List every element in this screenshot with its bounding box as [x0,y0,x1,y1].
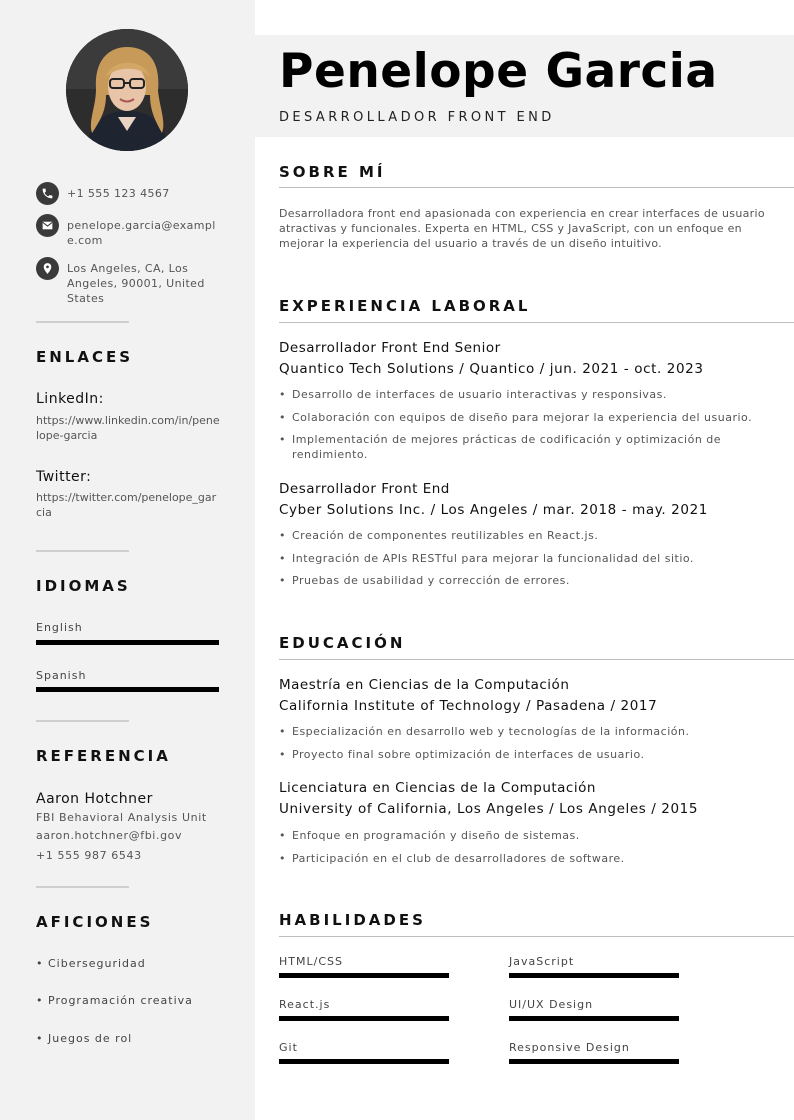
skill-label: Git [279,1041,298,1054]
divider [36,321,129,323]
hobby-label: Juegos de rol [48,1032,133,1045]
languages-heading: IDIOMAS [36,577,131,595]
phone-icon [36,182,59,205]
portrait-image [66,29,188,151]
contact-address [36,257,226,306]
education-bullets [279,724,779,769]
skill-bar [279,1016,449,1021]
experience-heading: EXPERIENCIA LABORAL [279,297,531,315]
experience-detail: Quantico Tech Solutions / Quantico / jun. 2021 - oct. 2023 [279,361,704,377]
about-text: Desarrolladora front end apasionada con experiencia en crear interfaces de usuario atractivas y funcionales. Experta en HTML, CSS y JavaScript, con un enfoque en mejorar la experiencia del usuario a través de un diseño intuitivo. [279,207,765,250]
reference-name: Aaron Hotchner [36,791,153,807]
section-rule [279,659,794,660]
contact-phone [36,182,226,205]
education-detail: University of California, Los Angeles / Los Angeles / 2015 [279,801,699,817]
candidate-name: Penelope Garcia [279,44,718,99]
email-text[interactable]: penelope.garcia@example.com [67,219,216,247]
address-text: Los Angeles, CA, Los Angeles, 90001, United States [67,262,205,305]
bullet-item: • Creación de componentes reutilizables en React.js. [279,528,779,543]
skill-label: UI/UX Design [509,998,594,1011]
hobbies-heading: AFICIONES [36,913,154,931]
skill-label: React.js [279,998,331,1011]
job-title: DESARROLLADOR FRONT END [279,110,555,125]
reference-phone: +1 555 987 6543 [36,849,142,862]
skill-bar [509,1059,679,1064]
about-heading: SOBRE MÍ [279,163,386,181]
language-spanish-label: Spanish [36,669,87,682]
language-english-label: English [36,621,83,634]
section-rule [279,936,794,937]
section-rule [279,322,794,323]
sidebar [0,0,255,1120]
bullet-item: • Participación en el club de desarrolladores de software. [279,851,779,866]
mail-icon [36,214,59,237]
education-heading: EDUCACIÓN [279,634,406,652]
location-pin-icon [36,257,59,280]
education-detail: California Institute of Technology / Pasadena / 2017 [279,698,658,714]
language-spanish-bar [36,687,219,692]
reference-heading: REFERENCIA [36,747,171,765]
experience-bullets [279,387,779,470]
divider [36,886,129,888]
bullet-item: • Proyecto final sobre optimización de interfaces de usuario. [279,747,779,762]
hobby-label: Programación creativa [48,994,193,1007]
skill-bar [279,1059,449,1064]
contact-email [36,214,226,248]
divider [36,720,129,722]
section-rule [279,187,794,188]
hobby-item: • Ciberseguridad [36,957,146,970]
skill-label: JavaScript [509,955,575,968]
skill-label: Responsive Design [509,1041,630,1054]
divider [36,550,129,552]
bullet-item: • Enfoque en programación y diseño de sistemas. [279,828,779,843]
bullet-item: • Desarrollo de interfaces de usuario interactivas y responsivas. [279,387,779,402]
reference-org: FBI Behavioral Analysis Unit [36,811,207,824]
skill-bar [509,1016,679,1021]
hobby-label: Ciberseguridad [48,957,146,970]
links-heading: ENLACES [36,348,134,366]
hobby-item: • Juegos de rol [36,1032,133,1045]
skill-bar [509,973,679,978]
skill-bar [279,973,449,978]
linkedin-url[interactable]: https://www.linkedin.com/in/penelope-garcia [36,414,220,442]
hobby-item: • Programación creativa [36,994,193,1007]
experience-role: Desarrollador Front End [279,481,450,497]
linkedin-label: LinkedIn: [36,391,104,407]
education-bullets [279,828,779,873]
twitter-url[interactable]: https://twitter.com/penelope_garcia [36,491,217,519]
bullet-item: • Integración de APIs RESTful para mejorar la funcionalidad del sitio. [279,551,779,566]
phone-text: +1 555 123 4567 [67,187,170,200]
language-english-bar [36,640,219,645]
experience-role: Desarrollador Front End Senior [279,340,501,356]
education-degree: Licenciatura en Ciencias de la Computación [279,780,596,796]
skills-heading: HABILIDADES [279,911,426,929]
bullet-item: • Pruebas de usabilidad y corrección de errores. [279,573,779,588]
skill-label: HTML/CSS [279,955,343,968]
experience-bullets [279,528,779,596]
experience-detail: Cyber Solutions Inc. / Los Angeles / mar. 2018 - may. 2021 [279,502,708,518]
profile-photo [66,29,188,151]
contact-list [36,182,226,315]
bullet-item: • Implementación de mejores prácticas de codificación y optimización de rendimiento. [279,432,779,462]
bullet-item: • Colaboración con equipos de diseño para mejorar la experiencia del usuario. [279,410,779,425]
education-degree: Maestría en Ciencias de la Computación [279,677,570,693]
reference-email[interactable]: aaron.hotchner@fbi.gov [36,829,183,842]
bullet-item: • Especialización en desarrollo web y tecnologías de la información. [279,724,779,739]
twitter-label: Twitter: [36,469,92,485]
